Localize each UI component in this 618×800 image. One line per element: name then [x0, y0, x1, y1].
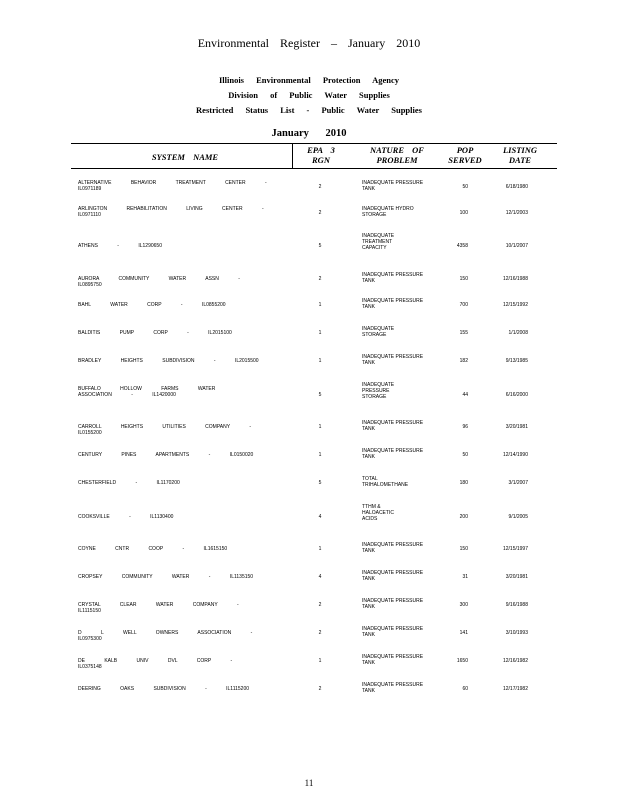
rgn-cell: 1 — [318, 424, 322, 430]
system-name-cell: D L WELL OWNERS ASSOCIATION - IL0975300 — [78, 630, 253, 642]
column-epa-rgn — [296, 145, 346, 165]
date-cell: 9/13/1985 — [505, 358, 528, 364]
system-name-cell: ALTERNATIVE BEHAVIOR TREATMENT CENTER - IL0971189 — [78, 180, 267, 192]
pop-cell: 150 — [459, 276, 468, 282]
system-name-cell: CARROLL HEIGHTS UTILITIES COMPANY - IL0155200 — [78, 424, 252, 436]
nature-cell: INADEQUATE PRESSURE TANK — [362, 180, 424, 192]
date-cell: 6/16/2000 — [505, 392, 528, 398]
system-name-cell: ARLINGTON REHABILITATION LIVING CENTER - IL0971110 — [78, 206, 264, 218]
system-name-cell: DEERING OAKS SUBDIVISION - IL1115200 — [78, 686, 250, 692]
system-name-cell: DE KALB UNIV DVL CORP - IL0375148 — [78, 658, 233, 670]
pop-cell: 1650 — [456, 658, 468, 664]
nature-cell: INADEQUATE PRESSURE TANK — [362, 420, 424, 432]
nature-cell: INADEQUATE PRESSURE TANK — [362, 542, 424, 554]
pop-cell: 141 — [459, 630, 468, 636]
nature-cell: TOTAL TRIHALOMETHANE — [362, 476, 409, 488]
rgn-cell: 2 — [318, 630, 322, 636]
date-cell: 3/1/2007 — [508, 480, 528, 486]
column-epa-rgn-line2: RGN — [312, 155, 330, 165]
column-pop-served — [440, 145, 490, 165]
date-cell: 12/15/1992 — [502, 302, 528, 308]
rgn-cell: 1 — [318, 546, 322, 552]
system-name-cell: CHESTERFIELD - IL1170200 — [78, 480, 180, 486]
column-listing-date — [495, 145, 545, 165]
rgn-cell: 2 — [318, 184, 322, 190]
rgn-cell: 5 — [318, 243, 322, 249]
nature-cell: INADEQUATE PRESSURE TANK — [362, 448, 424, 460]
table-top-rule — [71, 143, 557, 144]
date-cell: 9/16/1988 — [505, 602, 528, 608]
column-listing-line1: LISTING — [502, 145, 537, 155]
date-cell: 9/1/2005 — [508, 514, 528, 520]
nature-cell: INADEQUATE PRESSURE TANK — [362, 354, 424, 366]
date-cell: 1/1/2008 — [508, 330, 528, 336]
rgn-cell: 2 — [318, 276, 322, 282]
pop-cell: 31 — [462, 574, 468, 580]
nature-cell: INADEQUATE PRESSURE TANK — [362, 682, 424, 694]
rgn-cell: 2 — [318, 686, 322, 692]
column-nature-of-problem — [352, 145, 442, 165]
nature-cell: INADEQUATE PRESSURE TANK — [362, 626, 424, 638]
page-number: 11 — [304, 778, 314, 788]
pop-cell: 700 — [459, 302, 468, 308]
nature-cell: INADEQUATE HYDRO STORAGE — [362, 206, 414, 218]
system-name-cell: CRYSTAL CLEAR WATER COMPANY - IL1115150 — [78, 602, 239, 614]
system-name-cell: COOKSVILLE - IL1130400 — [78, 514, 174, 520]
pop-cell: 182 — [459, 358, 468, 364]
pop-cell: 180 — [459, 480, 468, 486]
column-system-name: SYSTEM NAME — [151, 152, 219, 162]
column-listing-line2: DATE — [508, 155, 532, 165]
date-cell: 10/1/2007 — [505, 243, 528, 249]
system-name-cell: BRADLEY HEIGHTS SUBDIVISION - IL2015500 — [78, 358, 259, 364]
nature-cell: INADEQUATE STORAGE — [362, 326, 395, 338]
division-name: Division of Public Water Supplies — [228, 90, 390, 100]
page-title: Environmental Register – January 2010 — [197, 36, 421, 50]
rgn-cell: 2 — [318, 602, 322, 608]
system-name-cell: ATHENS - IL1290650 — [78, 243, 162, 249]
pop-cell: 60 — [462, 686, 468, 692]
date-cell: 12/16/1988 — [502, 276, 528, 282]
pop-cell: 4358 — [456, 243, 468, 249]
nature-cell: INADEQUATE PRESSURE TANK — [362, 272, 424, 284]
date-cell: 3/20/1981 — [505, 574, 528, 580]
rgn-cell: 1 — [318, 330, 322, 336]
date-cell: 12/14/1990 — [502, 452, 528, 458]
rgn-cell: 5 — [318, 480, 322, 486]
nature-cell: INADEQUATE PRESSURE TANK — [362, 570, 424, 582]
system-name-cell: BAHL WATER CORP - IL0855200 — [78, 302, 226, 308]
system-name-cell: BALDITIS PUMP CORP - IL2015100 — [78, 330, 232, 336]
nature-cell: INADEQUATE TREATMENT CAPACITY — [362, 233, 395, 251]
system-name-cell: CENTURY PINES APARTMENTS - IL0150020 — [78, 452, 254, 458]
pop-cell: 96 — [462, 424, 468, 430]
rgn-cell: 2 — [318, 210, 322, 216]
agency-name: Illinois Environmental Protection Agency — [218, 75, 400, 85]
rgn-cell: 1 — [318, 302, 322, 308]
rgn-cell: 5 — [318, 392, 322, 398]
date-cell: 12/1/2003 — [505, 210, 528, 216]
date-cell: 3/10/1993 — [505, 630, 528, 636]
date-cell: 12/16/1982 — [502, 658, 528, 664]
column-nature-line1: NATURE OF — [370, 145, 424, 155]
pop-cell: 50 — [462, 184, 468, 190]
nature-cell: INADEQUATE PRESSURE STORAGE — [362, 382, 395, 400]
date-cell: 6/18/1980 — [505, 184, 528, 190]
nature-cell: INADEQUATE PRESSURE TANK — [362, 598, 424, 610]
rgn-cell: 1 — [318, 452, 322, 458]
date-cell: 12/17/1982 — [502, 686, 528, 692]
pop-cell: 300 — [459, 602, 468, 608]
list-name: Restricted Status List - Public Water Supplies — [196, 105, 422, 115]
system-name-cell: CROPSEY COMMUNITY WATER - IL1135150 — [78, 574, 254, 580]
pop-cell: 44 — [462, 392, 468, 398]
pop-cell: 200 — [459, 514, 468, 520]
date-cell: 3/20/1981 — [505, 424, 528, 430]
nature-cell: INADEQUATE PRESSURE TANK — [362, 654, 424, 666]
column-pop-line1: POP — [456, 145, 474, 155]
column-pop-line2: SERVED — [448, 155, 482, 165]
pop-cell: 50 — [462, 452, 468, 458]
list-month: January 2010 — [271, 128, 347, 139]
column-divider — [292, 144, 293, 168]
column-epa-rgn-line1: EPA 3 — [307, 145, 335, 155]
date-cell: 12/15/1997 — [502, 546, 528, 552]
rgn-cell: 1 — [318, 658, 322, 664]
rgn-cell: 4 — [318, 574, 322, 580]
pop-cell: 155 — [459, 330, 468, 336]
rgn-cell: 1 — [318, 358, 322, 364]
nature-cell: INADEQUATE PRESSURE TANK — [362, 298, 424, 310]
system-name-cell: AURORA COMMUNITY WATER ASSN - IL0895750 — [78, 276, 240, 288]
system-name-cell: COYNE CNTR COOP - IL1615150 — [78, 546, 228, 552]
column-nature-line2: PROBLEM — [376, 155, 418, 165]
pop-cell: 100 — [459, 210, 468, 216]
rgn-cell: 4 — [318, 514, 322, 520]
nature-cell: TTHM & HALOACETIC ACIDS — [362, 504, 394, 522]
table-header-rule — [71, 168, 557, 169]
pop-cell: 150 — [459, 546, 468, 552]
system-name-cell: BUFFALO HOLLOW FARMS WATER ASSOCIATION - IL1420000 — [78, 386, 216, 398]
